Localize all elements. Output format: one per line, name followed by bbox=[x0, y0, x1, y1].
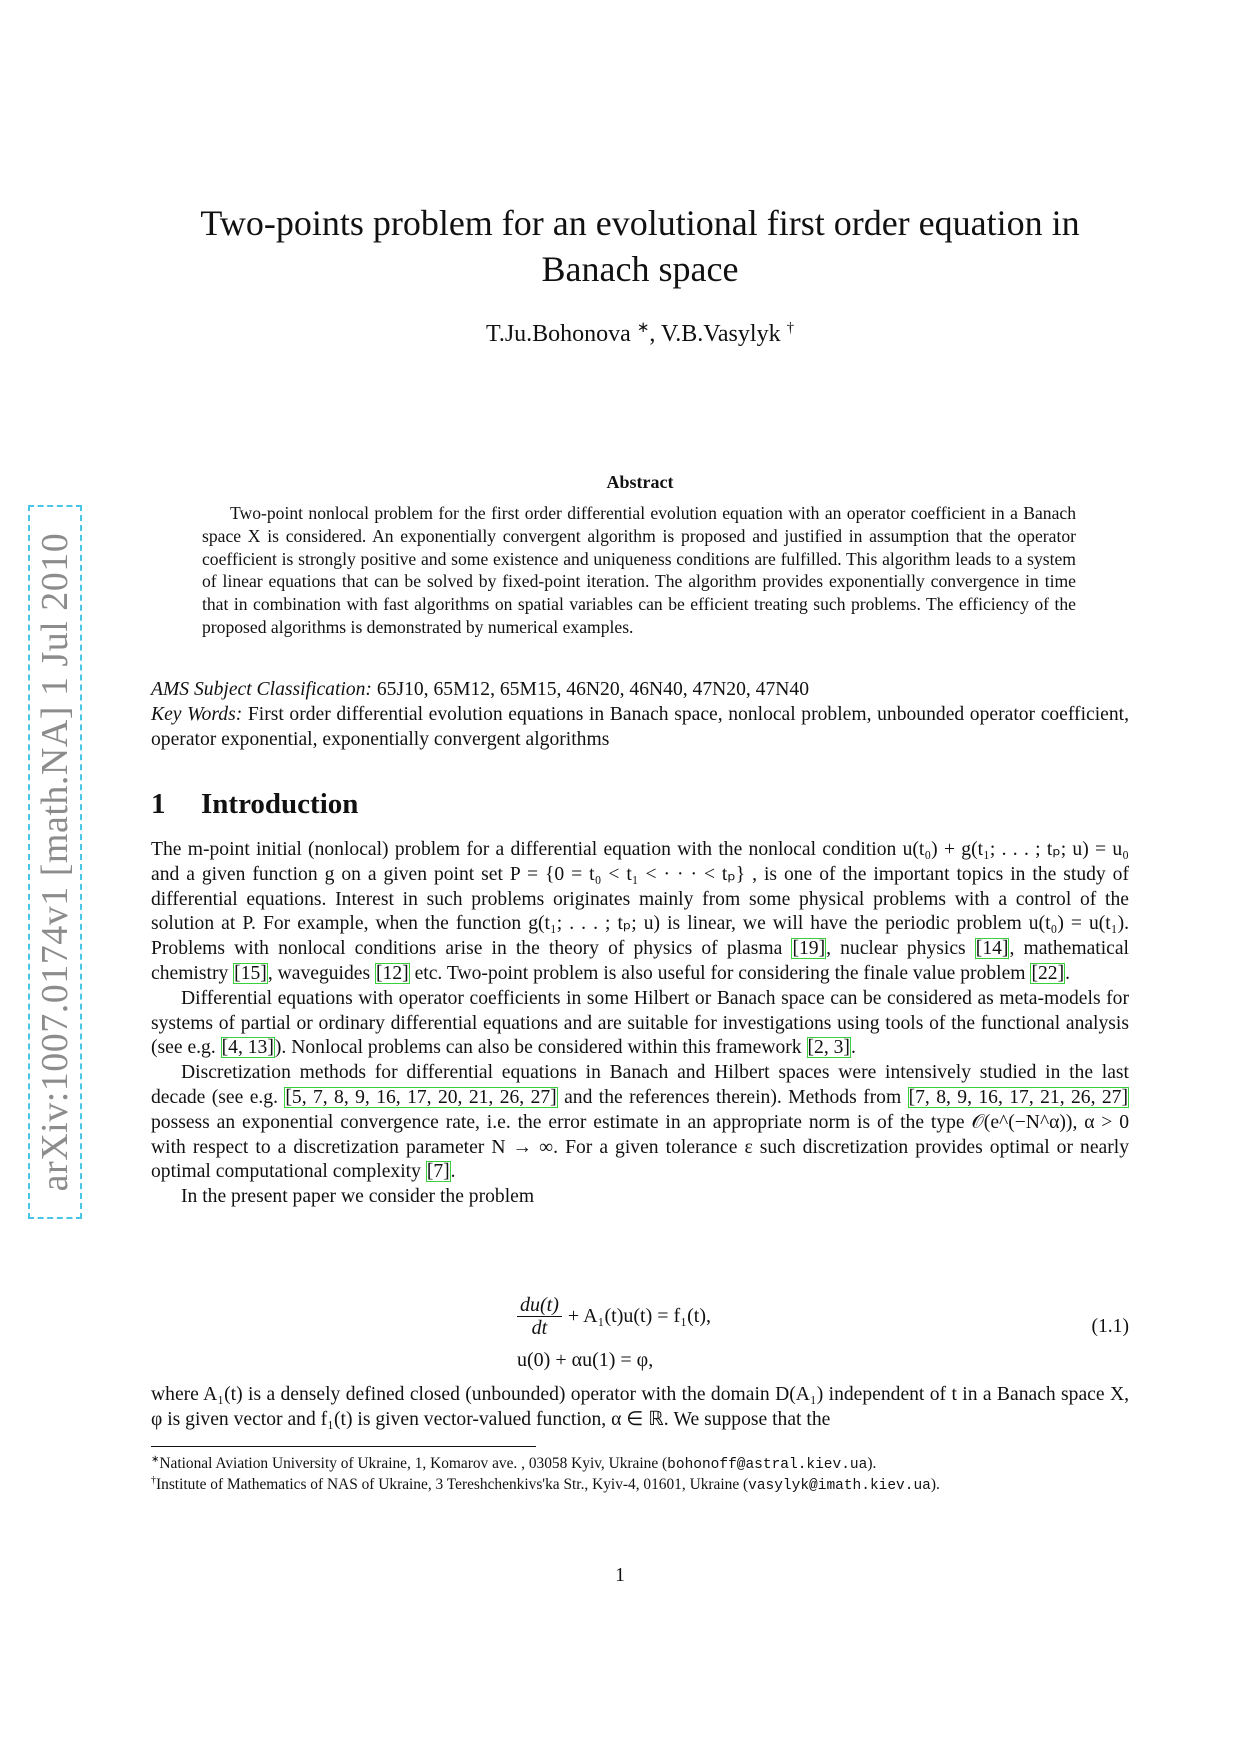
footnote-2-mark: † bbox=[151, 1475, 156, 1486]
citation-14[interactable]: [14] bbox=[975, 938, 1009, 960]
intro-paragraph-1 bbox=[151, 838, 1129, 987]
ams-label: AMS Subject Classification: bbox=[151, 679, 372, 700]
citation-15[interactable]: [15] bbox=[234, 962, 267, 984]
page-number: 1 bbox=[615, 1565, 625, 1586]
derivative-fraction bbox=[517, 1294, 562, 1339]
para3-text-a: Discretization methods for differential equations in Banach and Hilbert spaces were intensively studied in the last decade (see e.g. bbox=[151, 1062, 1129, 1108]
introduction-body bbox=[151, 838, 1129, 1210]
footnote-rule bbox=[151, 1446, 536, 1447]
intro-paragraph-4: In the present paper we consider the problem bbox=[181, 1186, 535, 1208]
abstract-heading: Abstract bbox=[606, 472, 674, 492]
author-line bbox=[150, 318, 1130, 348]
para1-text-d: , waveguides bbox=[267, 962, 371, 984]
citation-22[interactable]: [22] bbox=[1031, 962, 1065, 984]
equation-line-1 bbox=[517, 1290, 711, 1342]
citation-group-2[interactable]: [7, 8, 9, 16, 17, 21, 26, 27] bbox=[908, 1086, 1128, 1108]
equation-lines bbox=[517, 1290, 711, 1378]
citation-group-1[interactable]: [5, 7, 8, 9, 16, 17, 20, 21, 26, 27] bbox=[285, 1086, 557, 1108]
author-vasylyk: V.B.Vasylyk bbox=[660, 321, 781, 347]
para3-text-d: . bbox=[450, 1161, 456, 1183]
arxiv-identifier-stamp[interactable]: arXiv:1007.0174v1 [math.NA] 1 Jul 2010 bbox=[34, 532, 76, 1192]
footnote-1-text: National Aviation University of Ukraine, 1, Komarov ave. , 03058 Kyiv, Ukraine ( bbox=[159, 1455, 668, 1473]
equation-line-1-rest: + A₁(t)u(t) = f₁(t), bbox=[567, 1304, 712, 1327]
para1-text-e: etc. Two-point problem is also useful for considering the finale value problem bbox=[414, 962, 1026, 984]
para1-text-b: , nuclear physics bbox=[826, 938, 966, 960]
para3-text-b: and the references therein). Methods from bbox=[564, 1086, 902, 1108]
footnote-1-mark: ∗ bbox=[151, 1454, 160, 1465]
section-title: Introduction bbox=[201, 788, 359, 820]
equation-1-1 bbox=[151, 1290, 1129, 1380]
footnote-2-email[interactable]: vasylyk@imath.kiev.ua bbox=[748, 1478, 931, 1495]
key-words bbox=[151, 702, 1129, 752]
footnote-2-end: ). bbox=[930, 1476, 940, 1494]
citation-19[interactable]: [19] bbox=[792, 938, 826, 960]
para2-text-c: . bbox=[850, 1037, 856, 1059]
intro-paragraph-3 bbox=[151, 1061, 1129, 1185]
intro-paragraph-5: where A₁(t) is a densely defined closed (unbounded) operator with the domain D(A₁) independent of t in a Banach space X, φ is given vector and f₁(t) is given vector-valued function, α ∈ ℝ. We suppose that the bbox=[151, 1384, 1129, 1430]
footnote-2-text: Institute of Mathematics of NAS of Ukraine, 3 Tereshchenkivs'ka Str., Kyiv-4, 01601, Ukraine ( bbox=[156, 1476, 749, 1494]
footnote-mark-1[interactable]: ∗ bbox=[636, 320, 650, 336]
para1-text-c: , mathematical chemistry bbox=[151, 938, 1129, 984]
equation-line-2: u(0) + αu(1) = φ, bbox=[517, 1348, 654, 1371]
fraction-denominator: dt bbox=[531, 1316, 548, 1339]
ams-codes: 65J10, 65M12, 65M15, 46N20, 46N40, 47N20, 47N40 bbox=[376, 679, 810, 700]
fraction-numerator: du(t) bbox=[517, 1294, 562, 1317]
para1-text-f: . bbox=[1065, 962, 1071, 984]
keywords-value: First order differential evolution equations in Banach space, nonlocal problem, unbounded operator coefficient, operator exponential, exponentially convergent algorithms bbox=[151, 704, 1129, 750]
paper-title: Two-points problem for an evolutional first order equation in Banach space bbox=[200, 203, 1080, 289]
para2-text-b: ). Nonlocal problems can also be considered within this framework bbox=[274, 1037, 802, 1059]
abstract-text: Two-point nonlocal problem for the first order differential evolution equation with an operator coefficient in a Banach space X is considered. An exponentially convergent algorithm is proposed and justified in assumption that the operator coefficient is strongly positive and some existence and uniqueness conditions are fulfilled. This algorithm leads to a system of linear equations that can be solved by fixed-point iteration. The algorithm provides exponentially convergence in time that in combination with fast algorithms on spatial variables can be efficient treating such problems. The efficiency of the proposed algorithms is demonstrated by numerical examples. bbox=[202, 503, 1076, 637]
citation-2-3[interactable]: [2, 3] bbox=[807, 1037, 850, 1059]
para2-text-a: Differential equations with operator coefficients in some Hilbert or Banach space can be considered as meta-models for systems of partial or ordinary differential equations and are suitable for investigations using tools of the functional analysis (see e.g. bbox=[151, 987, 1129, 1059]
footnote-2 bbox=[151, 1471, 1129, 1496]
section-heading-introduction bbox=[151, 788, 358, 821]
citation-12[interactable]: [12] bbox=[376, 962, 409, 984]
author-bohonova: T.Ju.Bohonova bbox=[485, 321, 631, 347]
ams-classification bbox=[151, 677, 1129, 702]
citation-7[interactable]: [7] bbox=[426, 1161, 450, 1183]
footnote-1-email[interactable]: bohonoff@astral.kiev.ua bbox=[667, 1457, 868, 1474]
footnote-1-end: ). bbox=[867, 1455, 877, 1473]
footnote-mark-2[interactable]: † bbox=[786, 320, 795, 336]
equation-number: (1.1) bbox=[1091, 1316, 1129, 1337]
intro-paragraph-2 bbox=[151, 987, 1129, 1061]
para1-text-a: The m-point initial (nonlocal) problem for a differential equation with the nonlocal condition u(t₀) + g(t₁; . . . ; tₚ; u) = u₀ and a given function g on a given point set P = {0 = t₀ < t₁ < · · · < tₚ} , is one of the important topics in the study of differential equations. Interest in such problems originates mainly from some physical problems with a control of the solution at P. For example, when the function g(t₁; . . . ; tₚ; u) is linear, we will have the periodic problem u(t₀) = u(t₁). Problems with nonlocal conditions arise in the theory of physics of plasma bbox=[151, 839, 1129, 960]
para3-text-c: possess an exponential convergence rate, i.e. the error estimate in an appropriate norm is of the type 𝒪(e^(−N^α)), α > 0 with respect to a discretization parameter N → ∞. For a given tolerance ε such discretization provides optimal or nearly optimal computational complexity bbox=[151, 1111, 1129, 1183]
keywords-label: Key Words: bbox=[151, 704, 243, 725]
section-number: 1 bbox=[151, 788, 166, 820]
citation-4-13[interactable]: [4, 13] bbox=[221, 1037, 274, 1059]
author-separator: , bbox=[649, 321, 656, 347]
